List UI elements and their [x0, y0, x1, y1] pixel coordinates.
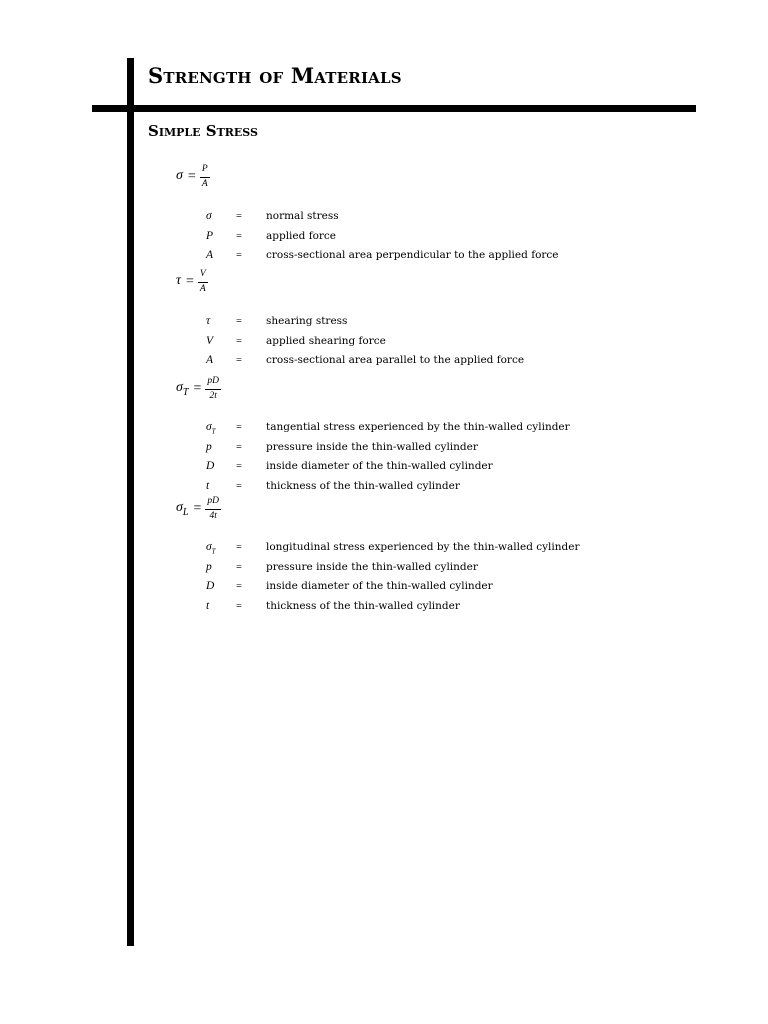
definition-row	[204, 209, 559, 229]
definition-row	[204, 479, 570, 499]
definition-equals: =	[236, 250, 242, 262]
variable-symbol: σ	[206, 210, 212, 222]
page-title: Strength of Materials	[148, 63, 402, 88]
tangential-stress-definitions	[204, 420, 570, 499]
definition-equals: =	[236, 211, 242, 222]
formula-lhs: $\sigma_L$	[176, 500, 189, 518]
section-title: Simple Stress	[148, 122, 258, 140]
formula-fraction	[200, 165, 210, 189]
variable-symbol: $\sigma_T$	[206, 421, 216, 436]
variable-symbol: p	[206, 440, 212, 453]
formula-equals: =	[187, 169, 196, 184]
longitudinal-stress-definitions	[204, 540, 580, 619]
variable-symbol: τ	[206, 315, 211, 327]
title-underline-rule	[92, 105, 696, 112]
variable-description: inside diameter of the thin-walled cylinder	[266, 580, 493, 593]
formula-fraction	[205, 497, 221, 521]
definition-row	[204, 353, 524, 373]
definition-row	[204, 314, 524, 334]
variable-description: normal stress	[266, 210, 339, 222]
definition-equals: =	[236, 461, 242, 473]
definition-row	[204, 248, 559, 268]
variable-description: inside diameter of the thin-walled cylinder	[266, 460, 493, 473]
variable-symbol: V	[206, 334, 214, 347]
variable-description: thickness of the thin-walled cylinder	[266, 480, 460, 493]
definition-row	[204, 560, 580, 580]
definition-row	[204, 334, 524, 354]
formula-fraction	[205, 377, 221, 401]
variable-description: shearing stress	[266, 315, 348, 327]
fraction-denominator: 2t	[209, 390, 217, 401]
fraction-numerator: V	[199, 269, 206, 279]
normal-stress-formula	[176, 165, 210, 189]
longitudinal-stress-formula	[176, 497, 221, 521]
definition-row	[204, 459, 570, 479]
definition-equals: =	[236, 230, 242, 242]
formula-lhs: $\sigma_T$	[176, 380, 189, 398]
definition-row	[204, 229, 559, 249]
fraction-denominator: 4t	[209, 510, 217, 521]
definition-equals: =	[236, 601, 242, 613]
definition-equals: =	[236, 561, 242, 573]
normal-stress-definitions	[204, 209, 559, 268]
variable-symbol: t	[206, 480, 210, 493]
definition-equals: =	[236, 542, 242, 553]
fraction-numerator: pD	[207, 376, 219, 386]
formula-lhs: σ	[176, 168, 183, 184]
fraction-numerator: P	[201, 164, 208, 174]
left-rule	[127, 58, 134, 946]
fraction-numerator: pD	[207, 496, 219, 506]
formula-fraction	[198, 270, 208, 294]
variable-description: tangential stress experienced by the thin-walled cylinder	[266, 421, 570, 433]
definition-equals: =	[236, 316, 242, 327]
definition-equals: =	[236, 335, 242, 347]
variable-description: thickness of the thin-walled cylinder	[266, 600, 460, 613]
variable-description: cross-sectional area parallel to the applied force	[266, 354, 525, 367]
variable-description: pressure inside the thin-walled cylinder	[266, 440, 478, 453]
definition-row	[204, 440, 570, 460]
formula-equals: =	[193, 381, 202, 396]
fraction-denominator: A	[199, 283, 206, 294]
formula-equals: =	[193, 501, 202, 516]
definition-row	[204, 579, 580, 599]
definition-equals: =	[236, 581, 242, 593]
variable-symbol: p	[206, 560, 212, 573]
formula-equals: =	[186, 274, 194, 289]
definition-equals: =	[236, 441, 242, 453]
definition-row	[204, 599, 580, 619]
shearing-stress-formula	[176, 270, 208, 294]
variable-description: pressure inside the thin-walled cylinder	[266, 560, 478, 573]
variable-symbol: A	[206, 354, 214, 367]
definition-equals: =	[236, 355, 242, 367]
shearing-stress-definitions	[204, 314, 524, 373]
definition-row	[204, 540, 580, 560]
variable-symbol: $\sigma_T$	[206, 541, 216, 556]
variable-description: applied force	[266, 229, 337, 242]
variable-symbol: P	[206, 229, 214, 242]
formula-lhs: τ	[176, 273, 182, 289]
variable-description: cross-sectional area perpendicular to the applied force	[266, 249, 559, 262]
variable-symbol: t	[206, 600, 210, 613]
tangential-stress-formula	[176, 377, 221, 401]
definition-equals: =	[236, 422, 242, 433]
definition-equals: =	[236, 481, 242, 493]
variable-symbol: D	[206, 580, 215, 593]
variable-symbol: D	[206, 460, 215, 473]
variable-description: longitudinal stress experienced by the thin-walled cylinder	[266, 541, 580, 553]
variable-symbol: A	[206, 249, 214, 262]
definition-row	[204, 420, 570, 440]
fraction-denominator: A	[201, 178, 208, 189]
variable-description: applied shearing force	[266, 334, 386, 347]
